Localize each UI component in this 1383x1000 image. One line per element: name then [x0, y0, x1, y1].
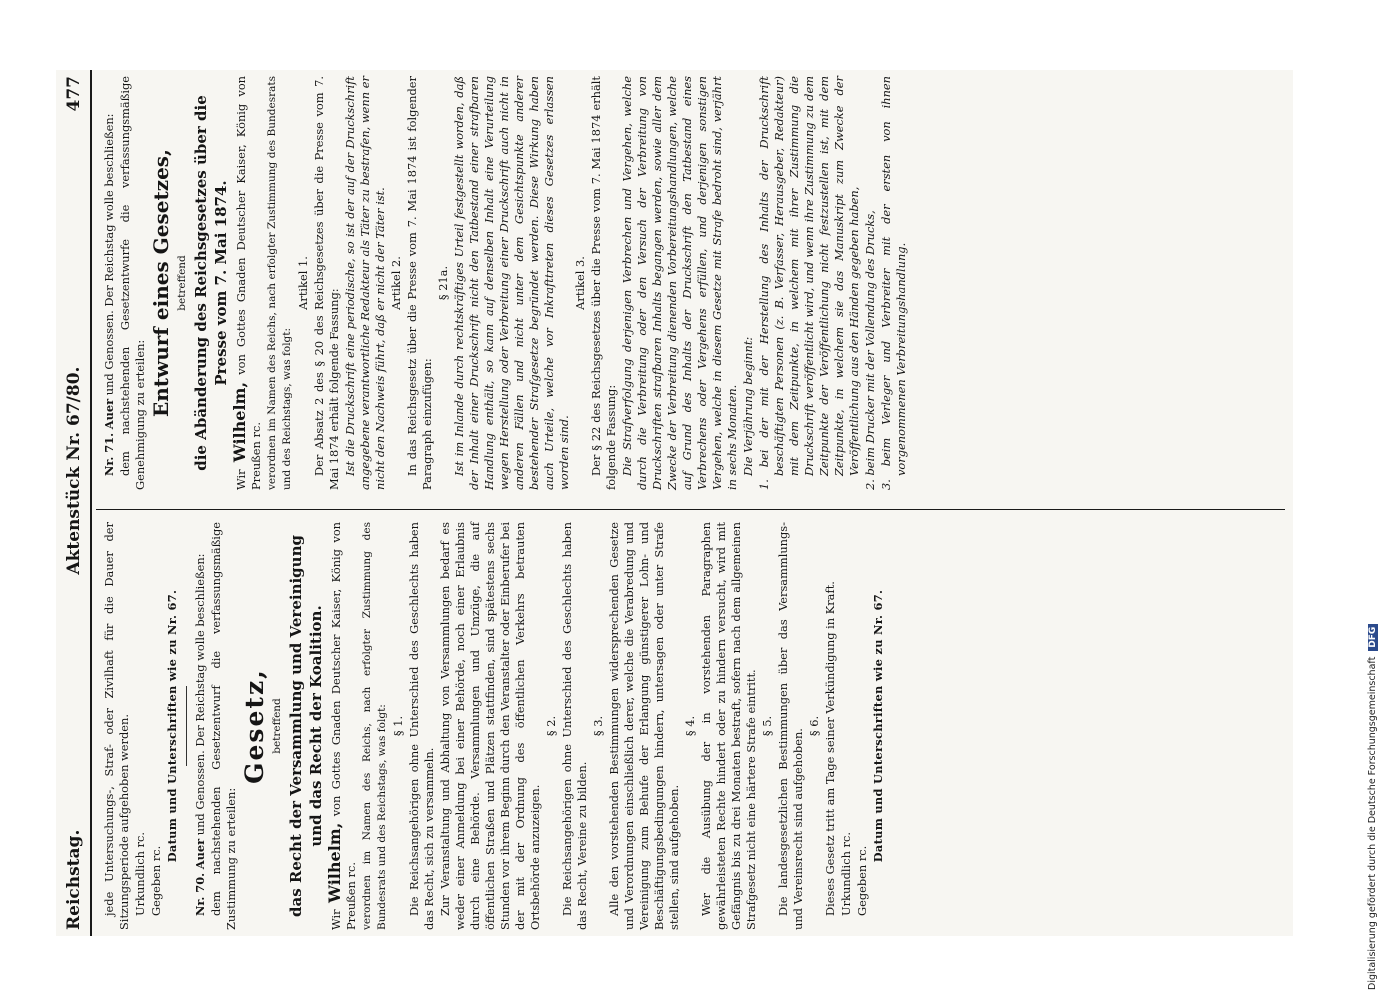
header-center: Aktenstück Nr. 67/80.	[64, 366, 84, 575]
paragraph: Urkundlich rc.	[133, 832, 147, 916]
quoted-text: Die Strafverfolgung derjenigen Verbrechen und Vergehen, welche durch die Verbreitung oder den Versuch der Verbreitung von Druckschriften strafbaren Inhalts begangen werden, sowie aller dem Zwecke der Verbreitung dienenden Vorbereitungshandlungen, welche auf Grund des Inhalts der Druckschrift den Tatbestand eines Verbrechens oder Vergehens erfüllen, und derjenigen sonstigen Vergehen, welche in diesem Gesetze mit Strafe bedroht sind, verjährt in sechs Monaten.	[620, 76, 739, 490]
betreffend: betreffend	[271, 698, 283, 754]
paragraph: Die Verjährung beginnt:	[741, 336, 755, 476]
paragraph: Gegeben rc.	[855, 845, 869, 916]
divider	[186, 686, 187, 766]
section-heading: § 21a.	[436, 265, 450, 301]
quoted-text: Ist die Druckschrift eine periodische, so ist der auf der Druckschrift angegebene verantwortliche Redakteur als Täter zu bestrafen, wenn er nicht den Nachweis führt, daß er nicht der Täter ist.	[343, 76, 387, 490]
wilhelm: Wilhelm,	[325, 822, 344, 903]
law-subtitle: das Recht der Versammlung und Vereinigung und das Recht der Koalition.	[287, 535, 325, 917]
list-item: 1. bei der mit der Herstellung des Inhalts der Druckschrift beschäftigten Personen (z. B. Verfasser, Herausgeber, Redakteur) mit dem Zeitpunkte, in welchem mit ihrer Zustimmung die Druckschrift veröffentlicht wird, und wenn ihre Zustimmung zu dem Zeitpunkte der Veröffentlichung nicht festzustellen ist, mit dem Zeitpunkte, in welchem sie das Manuskript zum Zwecke der Veröffentlichung aus den Händen gegeben haben,	[757, 76, 861, 490]
section-heading: § 5.	[760, 715, 774, 737]
article-heading: Artikel 3.	[573, 256, 587, 310]
section-heading: § 3.	[591, 715, 605, 737]
paragraph: verordnen im Namen des Reichs, nach erfolgter Zustimmung des Bundesrats und des Reichstags, was folgt:	[266, 76, 293, 490]
betreffend: betreffend	[176, 255, 188, 311]
quoted-text: Ist im Inlande durch rechtskräftiges Urteil festgestellt worden, daß der Inhalt einer Druckschrift nicht den Tatbestand einer strafbaren Handlung enthält, so kann auf denselben Inhalt eine Verurteilung wegen Herstellung oder Verbreitung einer Druckschrift auch nicht in anderen Fällen und nicht unter dem Gesichtspunkte anderer bestehender Strafgesetze begründet werden. Diese Wirkung haben auch Urteile, welche vor Inkrafttreten dieses Gesetzes erlassen worden sind.	[452, 76, 571, 490]
list-item: 2. beim Drucker mit der Vollendung des Drucks,	[863, 210, 877, 490]
digitization-stamp	[1367, 10, 1381, 1000]
motion-number: Nr. 70.	[193, 872, 207, 916]
paragraph: Die Reichsangehörigen ohne Unterschied des Geschlechts haben das Recht, sich zu versammeln.	[407, 522, 436, 930]
left-column	[102, 522, 887, 930]
paragraph: Die Reichsangehörigen ohne Unterschied des Geschlechts haben das Recht, Vereine zu bilden.	[560, 522, 589, 930]
stamp-text: Digitalisierung gefördert durch die Deutsche Forschungsgemeinschaft	[1367, 656, 1378, 990]
article-heading: Artikel 2.	[389, 256, 403, 310]
motion-text: und Genossen. Der Reichstag wolle beschließen:	[102, 113, 116, 396]
motion-author: Auer	[193, 838, 207, 870]
signature-line: Datum und Unterschriften wie zu Nr. 67.	[165, 589, 179, 863]
dfg-logo: DFG	[1368, 624, 1378, 651]
page-number: 477	[64, 76, 84, 112]
paragraph: Gegeben rc.	[149, 845, 163, 916]
article-heading: Artikel 1.	[296, 256, 310, 310]
motion-number: Nr. 71.	[102, 432, 116, 476]
paragraph: Zur Veranstaltung und Abhaltung von Versammlungen bedarf es weder einer Anmeldung bei einer Behörde, noch einer Erlaubnis durch eine Behörde. Versammlungen und Umzüge, die auf öffentlichen Straßen und Plätzen stattfinden, sind spätestens sechs Stunden vor ihrem Beginn durch den Veranstalter oder Einberufer bei der mit der Ordnung des öffentlichen Verkehrs betrauten Ortsbehörde anzuzeigen.	[438, 522, 542, 930]
paragraph: dem nachstehenden Gesetzentwurf die verfassungsmäßige Zustimmung zu erteilen:	[209, 522, 238, 930]
paragraph: Alle den vorstehenden Bestimmungen widersprechenden Gesetze und Verordnungen einschließlich derer, welche die Verabredung und Vereinigung zum Behufe der Erlangung günstigerer Lohn- und Beschäftigungsbedingungen hindern, untersagen oder unter Strafe stellen, sind aufgehoben.	[607, 522, 681, 930]
header-rule	[90, 70, 92, 936]
paragraph: Wer die Ausübung der in vorstehenden Paragraphen gewährleisteten Rechte hindert oder zu hindern versucht, wird mit Gefängnis bis zu drei Monaten bestraft, sofern nach dem allgemeinen Strafgesetz nicht eine härtere Strafe eintritt.	[699, 522, 758, 930]
wilhelm: Wilhelm,	[230, 381, 249, 463]
document-page	[56, 70, 1293, 936]
page-header	[56, 70, 84, 936]
wilhelm-rest: von Gottes Gnaden Deutscher Kaiser, König von Preußen rc.	[329, 521, 358, 930]
list-item: 3. beim Verleger und Verbreiter mit der ersten von ihnen vorgenommenen Verbreitungshandlung.	[879, 76, 908, 490]
law-title: Gesetz,	[240, 668, 269, 784]
column-divider	[96, 509, 1285, 510]
header-left: Reichstag.	[64, 829, 84, 930]
section-heading: § 1.	[391, 715, 405, 737]
paragraph: dem nachstehenden Gesetzentwurfe die verfassungsmäßige Genehmigung zu erteilen:	[118, 76, 147, 490]
motion-author: Auer	[102, 398, 116, 430]
wilhelm-rest: von Gottes Gnaden Deutscher Kaiser, König von Preußen rc.	[234, 75, 263, 490]
paragraph: Der § 22 des Reichsgesetzes über die Presse vom 7. Mai 1874 erhält folgende Fassung:	[589, 76, 618, 490]
paragraph: jede Untersuchungs-, Straf- oder Zivilhaft für die Dauer der Sitzungsperiode aufgehoben werden.	[102, 522, 131, 930]
paragraph: verordnen im Namen des Reichs, nach erfolgter Zustimmung des Bundesrats und des Reichstags, was folgt:	[361, 522, 388, 930]
paragraph: In das Reichsgesetz über die Presse vom 7. Mai 1874 ist folgender Paragraph einzufügen:	[405, 76, 434, 490]
motion-nr70	[193, 522, 208, 930]
preamble	[327, 522, 359, 930]
paragraph: Die landesgesetzlichen Bestimmungen über das Versammlungs- und Vereinsrecht sind aufgehoben.	[776, 522, 805, 930]
wir: Wir	[234, 469, 248, 490]
motion-text: und Genossen. Der Reichstag wolle beschließen:	[193, 553, 207, 836]
bill-subtitle: die Abänderung des Reichsgesetzes über die Presse vom 7. Mai 1874.	[192, 95, 230, 471]
paragraph: Der Absatz 2 des § 20 des Reichsgesetzes über die Presse vom 7. Mai 1874 erhält folgende Fassung:	[312, 76, 341, 490]
right-column	[102, 76, 910, 490]
wir: Wir	[329, 909, 343, 930]
motion-nr71	[102, 76, 117, 490]
preamble	[232, 76, 264, 490]
signature-line: Datum und Unterschriften wie zu Nr. 67.	[871, 589, 885, 863]
section-heading: § 2.	[544, 715, 558, 737]
section-heading: § 4.	[683, 715, 697, 737]
bill-title: Entwurf eines Gesetzes,	[149, 148, 173, 418]
paragraph: Dieses Gesetz tritt am Tage seiner Verkündigung in Kraft.	[823, 581, 837, 916]
paragraph: Urkundlich rc.	[839, 832, 853, 916]
section-heading: § 6.	[807, 715, 821, 737]
